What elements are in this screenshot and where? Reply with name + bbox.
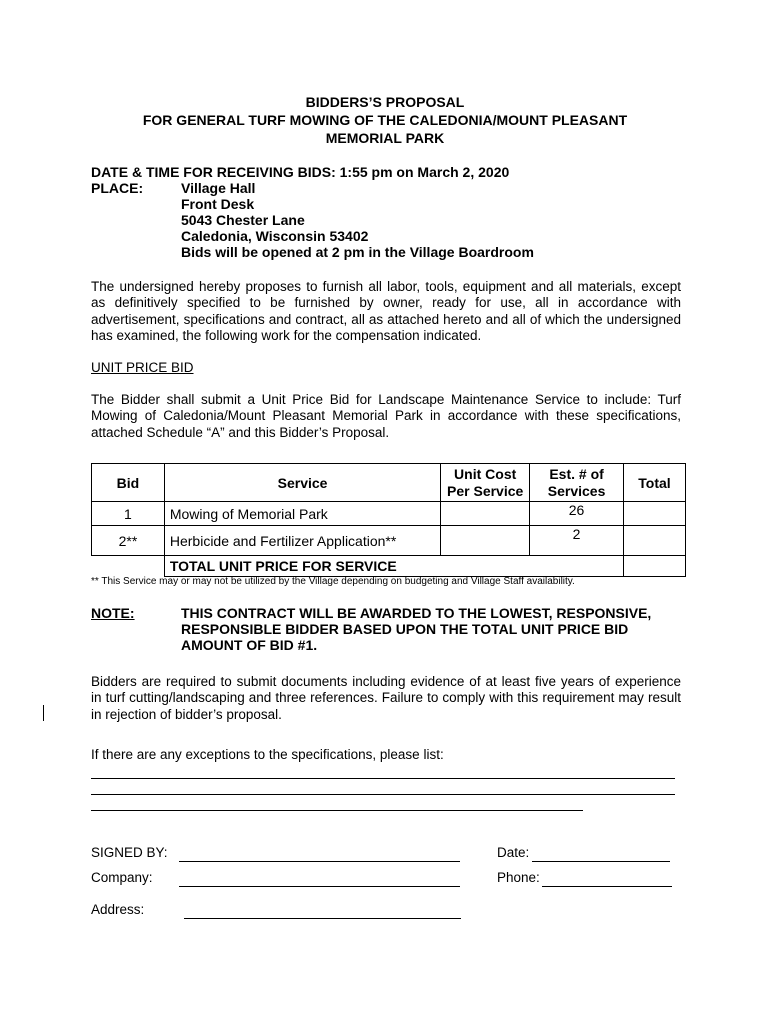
unit-price-heading: UNIT PRICE BID	[91, 360, 194, 375]
exceptions-line-3[interactable]	[91, 810, 583, 811]
exceptions-line-2[interactable]	[91, 794, 675, 795]
unit-price-line: attached Schedule “A” and this Bidder’s Proposal.	[91, 424, 390, 440]
company-label: Company:	[91, 870, 153, 885]
signed-by-label: SIGNED BY:	[91, 845, 168, 860]
total-row-label: TOTAL UNIT PRICE FOR SERVICE	[164, 556, 623, 577]
row-total-cell[interactable]	[624, 526, 686, 556]
header-service: Service	[164, 464, 440, 502]
place-line: 5043 Chester Lane	[181, 212, 305, 228]
header-est-line-2: Services	[547, 482, 606, 499]
date-time-receiving: DATE & TIME FOR RECEIVING BIDS: 1:55 pm on March 2, 2020	[91, 164, 510, 180]
company-field[interactable]	[179, 886, 460, 887]
table-header-row	[92, 464, 686, 502]
place-line: Bids will be opened at 2 pm in the Village Boardroom	[181, 244, 534, 260]
table-row	[92, 502, 686, 526]
header-unit-cost	[441, 464, 530, 502]
text-cursor	[43, 705, 44, 721]
table-row	[92, 526, 686, 556]
intro-line: has examined, the following work for the compensation indicated.	[91, 328, 482, 344]
unit-price-line: Mowing of Caledonia/Mount Pleasant Memorial Park in accordance with these specifications,	[91, 408, 681, 424]
total-row-value-cell[interactable]	[624, 556, 686, 577]
address-field[interactable]	[184, 918, 461, 919]
doc-title-line-2: FOR GENERAL TURF MOWING OF THE CALEDONIA/MOUNT PLEASANT	[142, 112, 628, 128]
requirements-line: in turf cutting/landscaping and three references. Failure to comply with this requirement may result	[91, 690, 681, 706]
header-est-line-1: Est. # of	[549, 465, 604, 482]
place-line: Village Hall	[181, 180, 256, 196]
row-service: Herbicide and Fertilizer Application**	[164, 526, 440, 556]
total-row-spacer	[92, 556, 165, 577]
row-est: 2	[530, 526, 624, 556]
intro-line: The undersigned hereby proposes to furnish all labor, tools, equipment and all materials, except	[91, 279, 681, 294]
signed-by-field[interactable]	[179, 861, 460, 862]
place-label: PLACE:	[91, 180, 144, 196]
header-bid: Bid	[92, 464, 165, 502]
unit-price-paragraph	[91, 392, 681, 441]
intro-line: as definitively specified to be furnished by owner, ready for use, all in accordance with	[91, 295, 681, 311]
doc-title-line-3: MEMORIAL PARK	[325, 130, 445, 146]
row-unit-cost-cell[interactable]	[441, 502, 530, 526]
header-total: Total	[624, 464, 686, 502]
phone-field[interactable]	[542, 886, 672, 887]
header-unit-cost-line-2: Per Service	[447, 482, 524, 499]
date-label: Date:	[497, 845, 530, 860]
table-footnote: ** This Service may or may not be utilized by the Village depending on budgeting and Village Staff availability.	[91, 576, 575, 587]
row-unit-cost-cell[interactable]	[441, 526, 530, 556]
intro-paragraph	[91, 279, 681, 345]
phone-label: Phone:	[497, 870, 540, 885]
requirements-paragraph	[91, 674, 681, 723]
unit-price-line: The Bidder shall submit a Unit Price Bid for Landscape Maintenance Service to include: Turf	[91, 392, 681, 407]
place-line: Caledonia, Wisconsin 53402	[181, 228, 369, 244]
row-est: 26	[530, 502, 624, 526]
place-line: Front Desk	[181, 196, 255, 212]
bid-table	[91, 463, 686, 577]
header-est-services	[530, 464, 624, 502]
note-label: NOTE:	[91, 605, 135, 621]
exceptions-prompt: If there are any exceptions to the specifications, please list:	[91, 747, 444, 762]
table-total-row	[92, 556, 686, 577]
date-field[interactable]	[532, 861, 670, 862]
header-unit-cost-line-1: Unit Cost	[454, 465, 517, 482]
intro-line: advertisement, specifications and contract, all as attached hereto and all of which the undersigned	[91, 311, 681, 327]
note-line: RESPONSIBLE BIDDER BASED UPON THE TOTAL UNIT PRICE BID	[181, 621, 629, 637]
exceptions-line-1[interactable]	[91, 778, 675, 779]
requirements-line: in rejection of bidder’s proposal.	[91, 706, 282, 722]
doc-title-line-1: BIDDERS’S PROPOSAL	[305, 94, 465, 110]
row-service: Mowing of Memorial Park	[164, 502, 440, 526]
address-label: Address:	[91, 902, 145, 917]
row-bid: 2**	[92, 526, 165, 556]
row-total-cell[interactable]	[624, 502, 686, 526]
note-line: THIS CONTRACT WILL BE AWARDED TO THE LOWEST, RESPONSIVE,	[181, 605, 652, 621]
row-bid: 1	[92, 502, 165, 526]
requirements-line: Bidders are required to submit documents including evidence of at least five years of experience	[91, 674, 681, 689]
note-line: AMOUNT OF BID #1.	[181, 637, 318, 653]
